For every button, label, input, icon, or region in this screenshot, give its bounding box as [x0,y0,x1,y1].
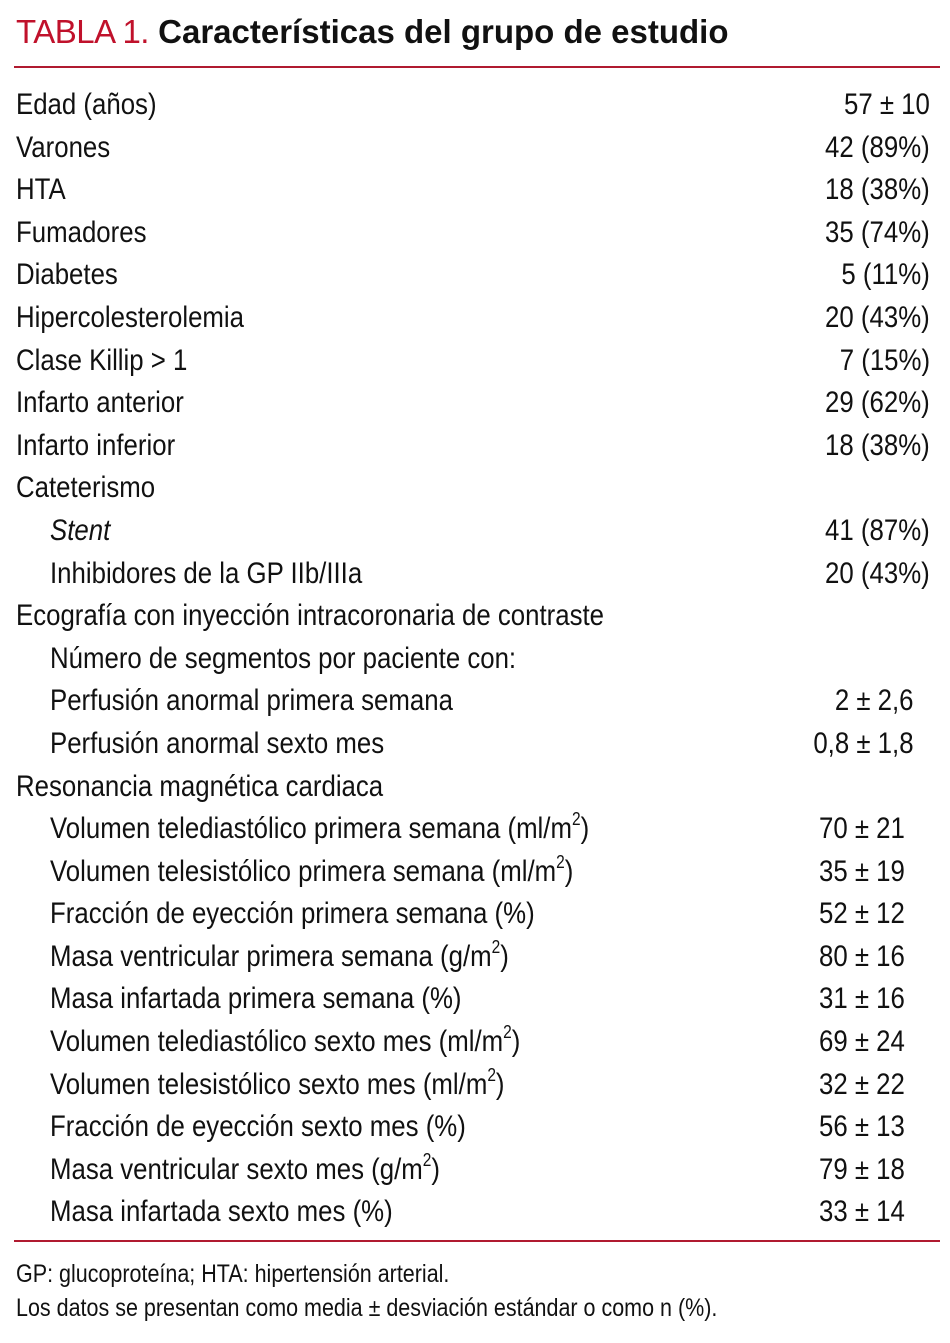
table-row [0,680,950,723]
section-header-resonancia [0,766,950,809]
row-label: Número de segmentos por paciente con: [50,641,517,675]
superscript: 2 [487,1064,496,1085]
row-label: Infarto inferior [16,428,176,462]
table-row [0,254,950,297]
table-title [16,12,728,52]
table-number: TABLA 1. [16,13,149,50]
row-label [50,936,509,979]
section-header-ecografia [0,595,950,638]
section-header-cateterismo [0,467,950,510]
table-row [0,936,950,979]
table-row [0,127,950,170]
row-label: Clase Killip > 1 [16,343,188,377]
row-value: 20 (43%) [825,300,930,334]
table-row [0,1191,950,1234]
row-value: 41 (87%) [825,513,930,547]
row-label: Perfusión anormal primera semana [50,684,453,718]
row-value: 57 ± 10 [844,88,930,121]
row-label [50,808,589,851]
row-value: 79 ± 18 [819,1152,905,1186]
row-label: Masa infartada primera semana (%) [50,982,462,1016]
row-value: 70 ± 21 [819,812,905,846]
row-value: 0,8 ± 1,8 [813,726,914,760]
row-label: Fumadores [16,215,147,249]
row-value: 32 ± 22 [819,1067,905,1101]
row-label: Fracción de eyección primera semana (%) [50,897,535,931]
table-row [0,212,950,255]
row-value: 5 (11%) [841,258,930,292]
table-row [0,553,950,596]
row-value: 35 ± 19 [819,854,905,888]
row-label: Varones [16,130,111,164]
row-value: 56 ± 13 [819,1110,905,1144]
table-caption: Características del grupo de estudio [158,13,729,50]
row-value: 52 ± 12 [819,897,905,931]
row-label [50,1149,440,1192]
row-label-text: Volumen telesistólico sexto mes (ml/m [50,1067,488,1101]
superscript: 2 [491,936,501,957]
table-row [0,1021,950,1064]
row-label: Infarto anterior [16,386,184,420]
top-rule [14,66,940,68]
table-row [0,382,950,425]
row-label: Perfusión anormal sexto mes [50,726,385,760]
row-label-end: ) [431,1152,440,1186]
row-label [50,1064,505,1107]
row-label-text: Masa ventricular primera semana (g/m [50,939,492,973]
table-row [0,340,950,383]
row-label-end: ) [564,854,574,888]
table-row [0,510,950,553]
table-row [0,808,950,851]
footnote-abbreviations: GP: glucoproteína; HTA: hipertensión arterial. [16,1260,450,1288]
row-label-end: ) [500,939,509,973]
subsection-header [0,638,950,681]
row-label-text: Masa ventricular sexto mes (g/m [50,1152,423,1186]
superscript: 2 [422,1149,432,1170]
table-body [0,84,950,1234]
row-value: 42 (89%) [825,130,930,164]
table-row [0,84,950,127]
row-label [50,851,573,894]
row-label: Diabetes [16,258,118,292]
bottom-rule [14,1240,940,1242]
superscript: 2 [571,809,581,830]
superscript: 2 [556,851,565,872]
row-label: Resonancia magnética cardiaca [16,769,384,803]
row-label: Masa infartada sexto mes (%) [50,1195,393,1229]
footnote-data-note: Los datos se presentan como media ± desviación estándar o como n (%). [16,1294,718,1322]
table-row [0,1064,950,1107]
row-label-end: ) [495,1067,505,1101]
row-label: Cateterismo [16,471,156,505]
superscript: 2 [503,1022,512,1043]
table-row [0,978,950,1021]
row-label-text: Volumen telediastólico sexto mes (ml/m [50,1025,504,1059]
table-row [0,425,950,468]
table-row [0,723,950,766]
table-row [0,169,950,212]
row-label: Fracción de eyección sexto mes (%) [50,1110,466,1144]
row-value: 20 (43%) [825,556,930,590]
row-value: 18 (38%) [825,428,930,462]
row-label: Hipercolesterolemia [16,300,244,334]
table-row [0,1106,950,1149]
row-value: 33 ± 14 [819,1195,905,1229]
table-row [0,297,950,340]
row-label: Ecografía con inyección intracoronaria de contraste [16,599,604,633]
row-label: Edad (años) [16,88,157,121]
row-value: 29 (62%) [825,386,930,420]
row-value: 35 (74%) [825,215,930,249]
row-value: 7 (15%) [839,343,930,377]
row-value: 31 ± 16 [819,982,905,1016]
row-label: Inhibidores de la GP IIb/IIIa [50,556,363,590]
table-row [0,851,950,894]
row-label-end: ) [511,1025,521,1059]
row-value: 2 ± 2,6 [835,684,914,718]
row-value: 80 ± 16 [819,939,905,973]
row-value: 18 (38%) [825,173,930,207]
row-label: HTA [16,173,66,207]
row-label-text: Volumen telediastólico primera semana (ml/m [50,812,572,846]
table-row [0,1149,950,1192]
row-label-text: Volumen telesistólico primera semana (ml/m [50,854,557,888]
table-row [0,893,950,936]
row-label [50,1021,520,1064]
row-label-end: ) [580,812,590,846]
row-label: Stent [50,513,111,547]
row-value: 69 ± 24 [819,1025,905,1059]
